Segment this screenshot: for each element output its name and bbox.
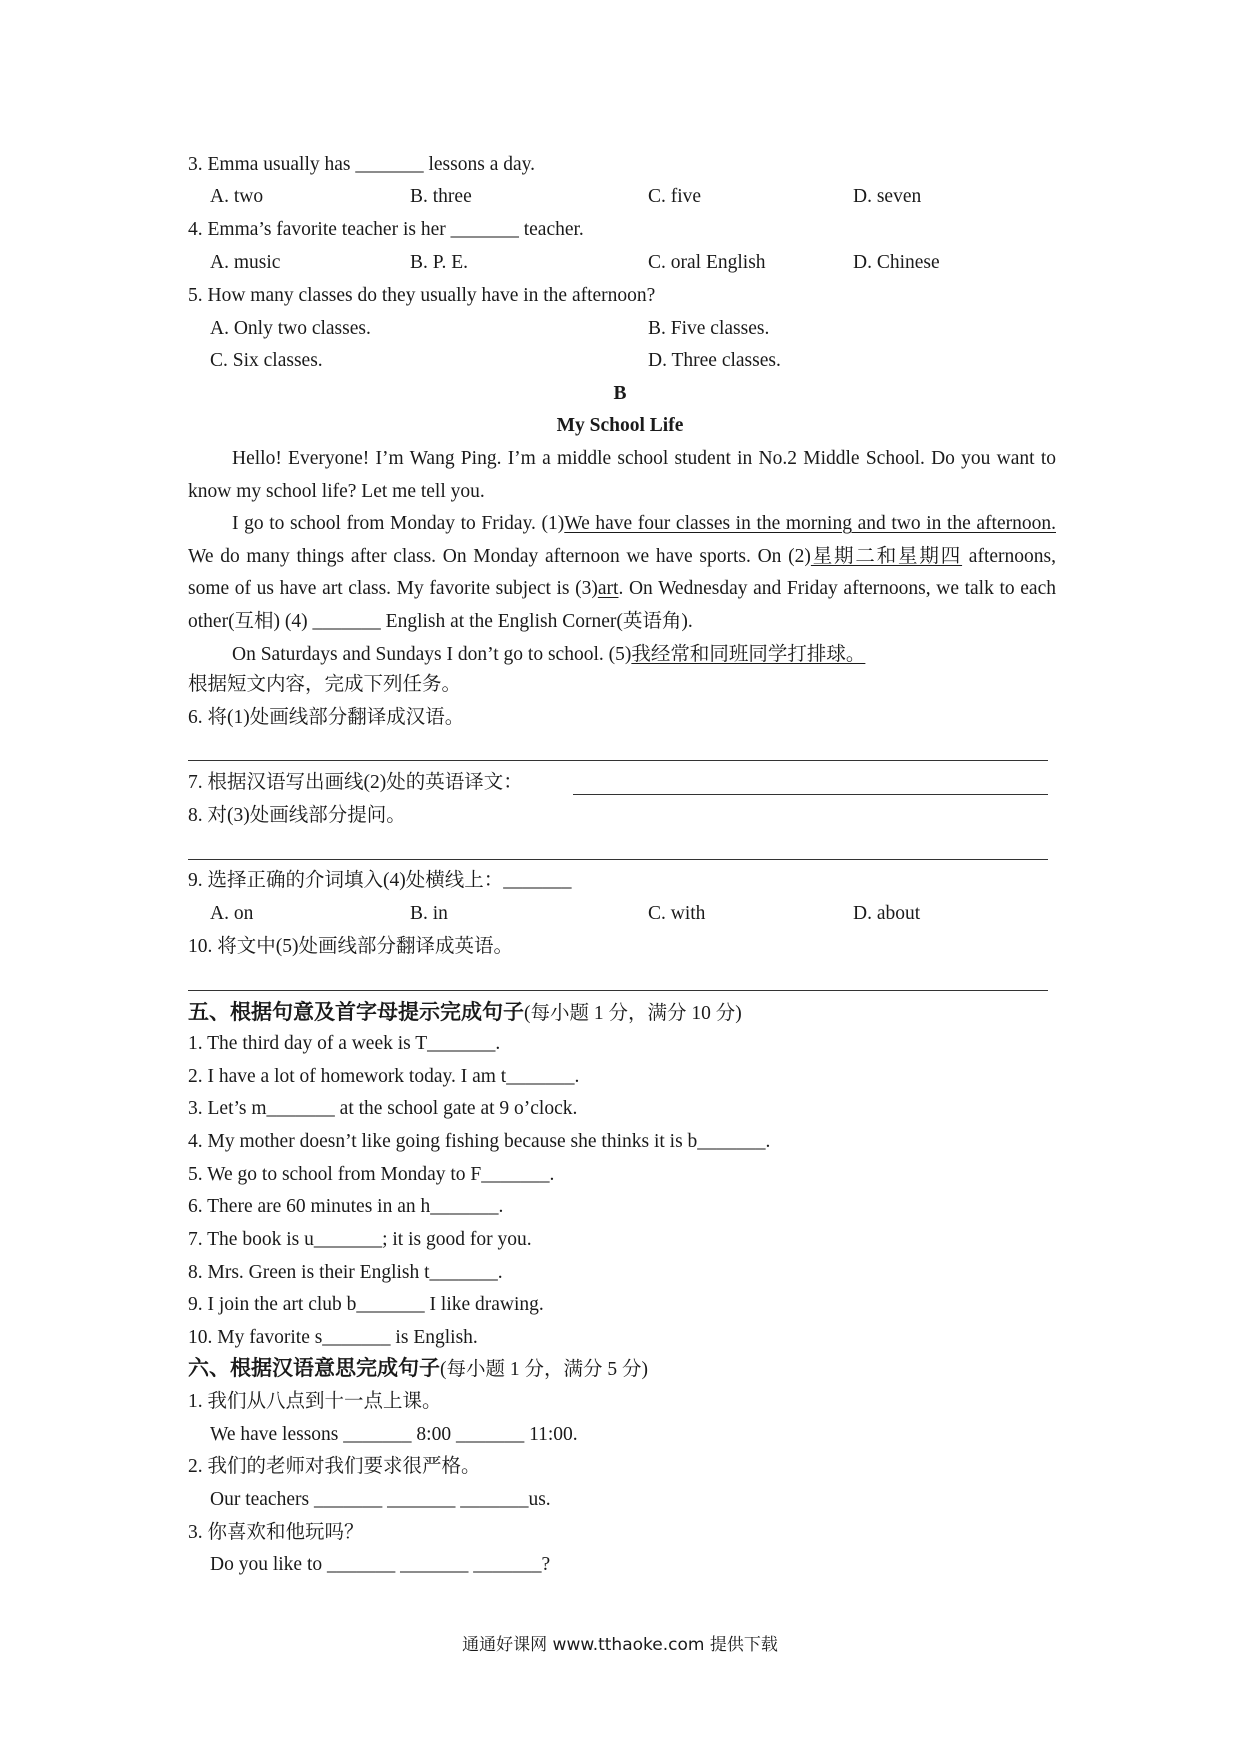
passage-title: My School Life bbox=[556, 415, 684, 436]
question-6: 6. 将(1)处画线部分翻译成汉语。 bbox=[188, 707, 465, 728]
passage bbox=[188, 443, 1056, 671]
question-3-option-c: C. five bbox=[648, 186, 702, 207]
question-9-option-c: C. with bbox=[648, 903, 706, 924]
section-6-heading bbox=[188, 1354, 648, 1384]
section-5-item-8: 8. Mrs. Green is their English t_______. bbox=[188, 1262, 503, 1283]
question-5-option-a: A. Only two classes. bbox=[210, 318, 371, 339]
p2-text-c: afternoons, some of us have art class. My favorite subject is (3) bbox=[188, 545, 1056, 600]
task-instruction: 根据短文内容，完成下列任务。 bbox=[188, 674, 462, 695]
section-5-note: (每小题 1 分，满分 10 分) bbox=[524, 1003, 742, 1024]
section-6-item-2-en: Our teachers _______ _______ _______us. bbox=[210, 1489, 551, 1510]
question-3-option-d: D. seven bbox=[853, 186, 922, 207]
section-5-item-7: 7. The book is u_______; it is good for you. bbox=[188, 1229, 532, 1250]
p2-text-d: . On Wednesday and Friday afternoons, we talk to each other(互相) (4) _______ English at the English Corner(英语角). bbox=[188, 578, 1056, 632]
passage-paragraph-3 bbox=[188, 639, 1056, 672]
answer-line-6[interactable] bbox=[188, 760, 1048, 761]
section-5-item-9: 9. I join the art club b_______ I like drawing. bbox=[188, 1294, 544, 1315]
section-6-title: 六、根据汉语意思完成句子 bbox=[188, 1356, 440, 1380]
question-4-option-c: C. oral English bbox=[648, 252, 766, 273]
question-5-stem: 5. How many classes do they usually have in the afternoon? bbox=[188, 285, 656, 306]
section-5-item-2: 2. I have a lot of homework today. I am t_______. bbox=[188, 1066, 580, 1087]
footer-source: 通通好课网 www.tthaoke.com 提供下载 bbox=[462, 1635, 778, 1655]
section-5-item-10: 10. My favorite s_______ is English. bbox=[188, 1327, 478, 1348]
section-5-item-4: 4. My mother doesn’t like going fishing because she thinks it is b_______. bbox=[188, 1131, 771, 1152]
section-5-item-1: 1. The third day of a week is T_______. bbox=[188, 1033, 501, 1054]
question-9-option-b: B. in bbox=[410, 903, 448, 924]
question-5-option-b: B. Five classes. bbox=[648, 318, 770, 339]
question-10: 10. 将文中(5)处画线部分翻译成英语。 bbox=[188, 936, 513, 957]
answer-line-7[interactable] bbox=[573, 794, 1048, 795]
question-7: 7. 根据汉语写出画线(2)处的英语译文： bbox=[188, 772, 523, 793]
section-6-note: (每小题 1 分，满分 5 分) bbox=[440, 1359, 648, 1380]
passage-paragraph-2 bbox=[188, 508, 1056, 638]
question-9-option-d: D. about bbox=[853, 903, 921, 924]
underline-3: art bbox=[597, 578, 619, 600]
section-6-item-1-en: We have lessons _______ 8:00 _______ 11:00. bbox=[210, 1424, 578, 1445]
question-4-option-d: D. Chinese bbox=[853, 252, 940, 273]
question-9-option-a: A. on bbox=[210, 903, 254, 924]
question-3-option-b: B. three bbox=[410, 186, 472, 207]
underline-5: 我经常和同班同学打排球。 bbox=[631, 643, 866, 665]
section-5-heading bbox=[188, 998, 742, 1028]
p2-text-a: I go to school from Monday to Friday. (1) bbox=[232, 513, 565, 535]
question-3-stem: 3. Emma usually has _______ lessons a day. bbox=[188, 154, 535, 175]
answer-line-8[interactable] bbox=[188, 859, 1048, 860]
section-5-item-6: 6. There are 60 minutes in an h_______. bbox=[188, 1196, 504, 1217]
question-5-option-d: D. Three classes. bbox=[648, 350, 781, 371]
question-5-option-c: C. Six classes. bbox=[210, 350, 323, 371]
question-4-option-a: A. music bbox=[210, 252, 281, 273]
section-6-item-1-cn: 1. 我们从八点到十一点上课。 bbox=[188, 1391, 442, 1412]
question-3-option-a: A. two bbox=[210, 186, 264, 207]
question-9: 9. 选择正确的介词填入(4)处横线上：_______ bbox=[188, 870, 572, 891]
section-6-item-3-cn: 3. 你喜欢和他玩吗？ bbox=[188, 1522, 364, 1543]
section-5-item-5: 5. We go to school from Monday to F_______. bbox=[188, 1164, 555, 1185]
answer-line-10[interactable] bbox=[188, 990, 1048, 991]
p2-text-b: We do many things after class. On Monday afternoon we have sports. On (2) bbox=[188, 545, 811, 567]
p3-text-a: On Saturdays and Sundays I don’t go to school. (5) bbox=[232, 643, 632, 665]
question-4-option-b: B. P. E. bbox=[410, 252, 468, 273]
section-5-item-3: 3. Let’s m_______ at the school gate at 9 o’clock. bbox=[188, 1098, 578, 1119]
underline-1: We have four classes in the morning and two in the afternoon. bbox=[564, 513, 1056, 535]
section-6-item-2-cn: 2. 我们的老师对我们要求很严格。 bbox=[188, 1456, 481, 1477]
section-5-title: 五、根据句意及首字母提示完成句子 bbox=[188, 1000, 524, 1024]
question-4-stem: 4. Emma’s favorite teacher is her _______ teacher. bbox=[188, 219, 584, 240]
question-8: 8. 对(3)处画线部分提问。 bbox=[188, 805, 406, 826]
passage-paragraph-1: Hello! Everyone! I’m Wang Ping. I’m a middle school student in No.2 Middle School. Do you want to know my school life? Let me tell you. bbox=[188, 448, 1056, 502]
section-6-item-3-en: Do you like to _______ _______ _______? bbox=[210, 1554, 551, 1575]
part-b-label: B bbox=[613, 383, 627, 404]
underline-2: 星期二和星期四 bbox=[810, 545, 963, 567]
